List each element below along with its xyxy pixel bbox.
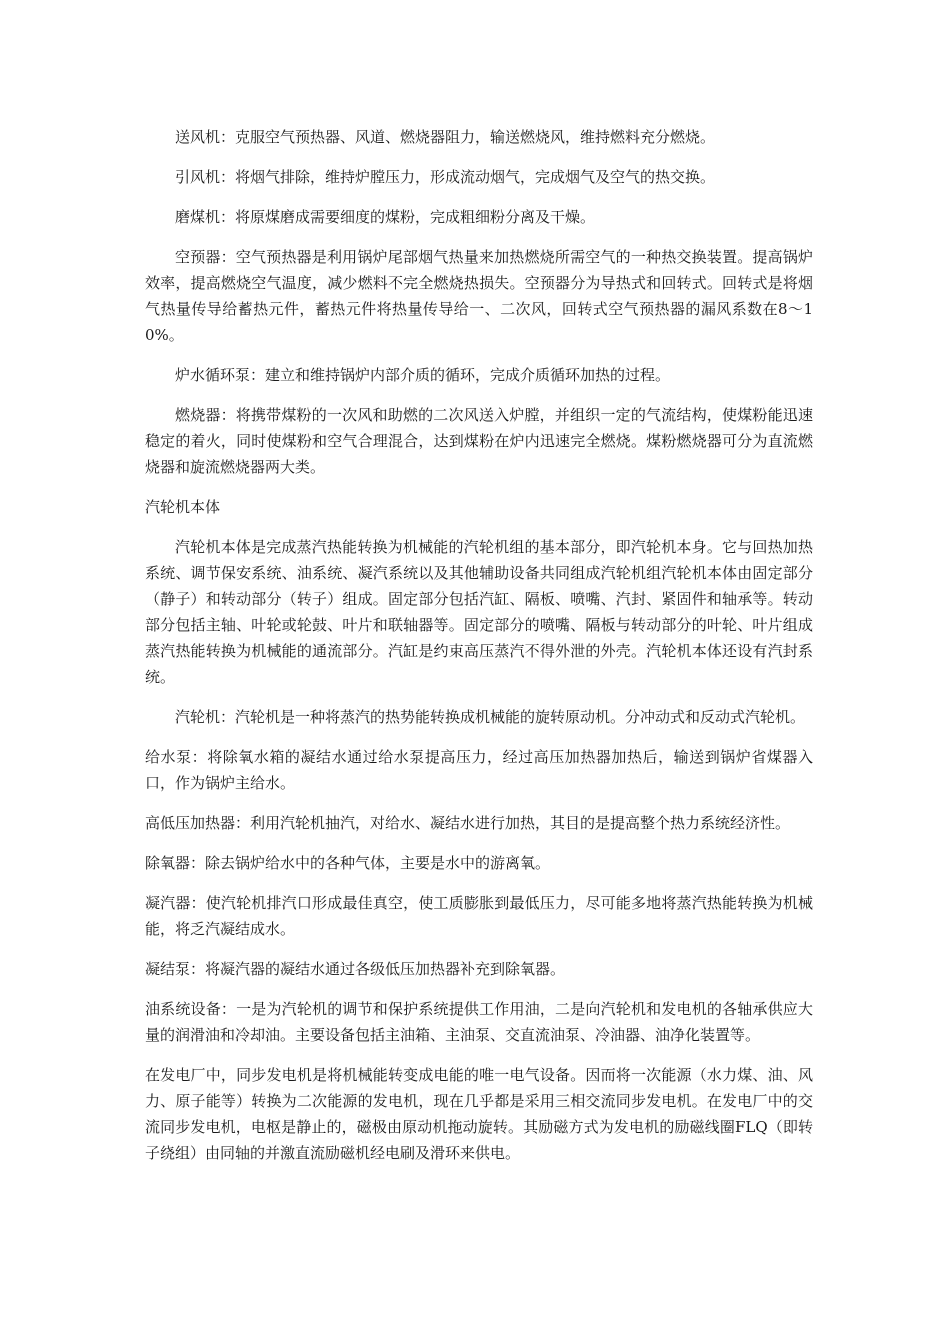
paragraph-oil-system: 油系统设备：一是为汽轮机的调节和保护系统提供工作用油，二是向汽轮机和发电机的各轴承供应大量的润滑油和冷却油。主要设备包括主油箱、主油泵、交直流油泵、冷油器、油净化装置等。 [145,1000,813,1044]
paragraph-condenser: 凝汽器：使汽轮机排汽口形成最佳真空，使工质膨胀到最低压力，尽可能多地将蒸汽热能转换为机械能，将乏汽凝结成水。 [145,894,813,938]
section-heading-turbine-body: 汽轮机本体 [145,498,221,516]
paragraph-coal-mill: 磨煤机：将原煤磨成需要细度的煤粉，完成粗细粉分离及干燥。 [175,208,596,226]
document-page [145,124,813,1180]
paragraph-air-preheater: 空预器：空气预热器是利用锅炉尾部烟气热量来加热燃烧所需空气的一种热交换装置。提高锅炉效率，提高燃烧空气温度，减少燃料不完全燃烧热损失。空预器分为导热式和回转式。回转式是将烟气热量传导给蓄热元件，蓄热元件将热量传导给一、二次风，回转式空气预热器的漏风系数在8～10%。 [145,248,813,344]
paragraph-feed-pump: 给水泵：将除氧水箱的凝结水通过给水泵提高压力，经过高压加热器加热后，输送到锅炉省煤器入口，作为锅炉主给水。 [145,748,813,792]
paragraph-turbine: 汽轮机：汽轮机是一种将蒸汽的热势能转换成机械能的旋转原动机。分冲动式和反动式汽轮机。 [175,708,806,726]
paragraph-induced-draft-fan: 引风机：将烟气排除，维持炉膛压力，形成流动烟气，完成烟气及空气的热交换。 [175,168,716,186]
paragraph-burner: 燃烧器：将携带煤粉的一次风和助燃的二次风送入炉膛，并组织一定的气流结构，使煤粉能迅速稳定的着火，同时使煤粉和空气合理混合，达到煤粉在炉内迅速完全燃烧。煤粉燃烧器可分为直流燃烧器和旋流燃烧器两大类。 [145,406,813,476]
paragraph-generator: 在发电厂中，同步发电机是将机械能转变成电能的唯一电气设备。因而将一次能源（水力煤、油、风力、原子能等）转换为二次能源的发电机，现在几乎都是采用三相交流同步发电机。在发电厂中的交流同步发电机，电枢是静止的，磁极由原动机拖动旋转。其励磁方式为发电机的励磁线圈FLQ（即转子绕组）由同轴的并激直流励磁机经电刷及滑环来供电。 [145,1066,813,1162]
paragraph-boiler-circulation-pump: 炉水循环泵：建立和维持锅炉内部介质的循环，完成介质循环加热的过程。 [175,366,671,384]
paragraph-deaerator: 除氧器：除去锅炉给水中的各种气体，主要是水中的游离氧。 [145,854,551,872]
paragraph-turbine-body: 汽轮机本体是完成蒸汽热能转换为机械能的汽轮机组的基本部分，即汽轮机本身。它与回热加热系统、调节保安系统、油系统、凝汽系统以及其他辅助设备共同组成汽轮机组汽轮机本体由固定部分（静子）和转动部分（转子）组成。固定部分包括汽缸、隔板、喷嘴、汽封、紧固件和轴承等。转动部分包括主轴、叶轮或轮鼓、叶片和联轴器等。固定部分的喷嘴、隔板与转动部分的叶轮、叶片组成蒸汽热能转换为机械能的通流部分。汽缸是约束高压蒸汽不得外泄的外壳。汽轮机本体还设有汽封系统。 [145,538,813,686]
paragraph-condensate-pump: 凝结泵：将凝汽器的凝结水通过各级低压加热器补充到除氧器。 [145,960,566,978]
paragraph-heaters: 高低压加热器：利用汽轮机抽汽，对给水、凝结水进行加热，其目的是提高整个热力系统经济性。 [145,814,791,832]
paragraph-forced-draft-fan: 送风机：克服空气预热器、风道、燃烧器阻力，输送燃烧风，维持燃料充分燃烧。 [175,128,716,146]
